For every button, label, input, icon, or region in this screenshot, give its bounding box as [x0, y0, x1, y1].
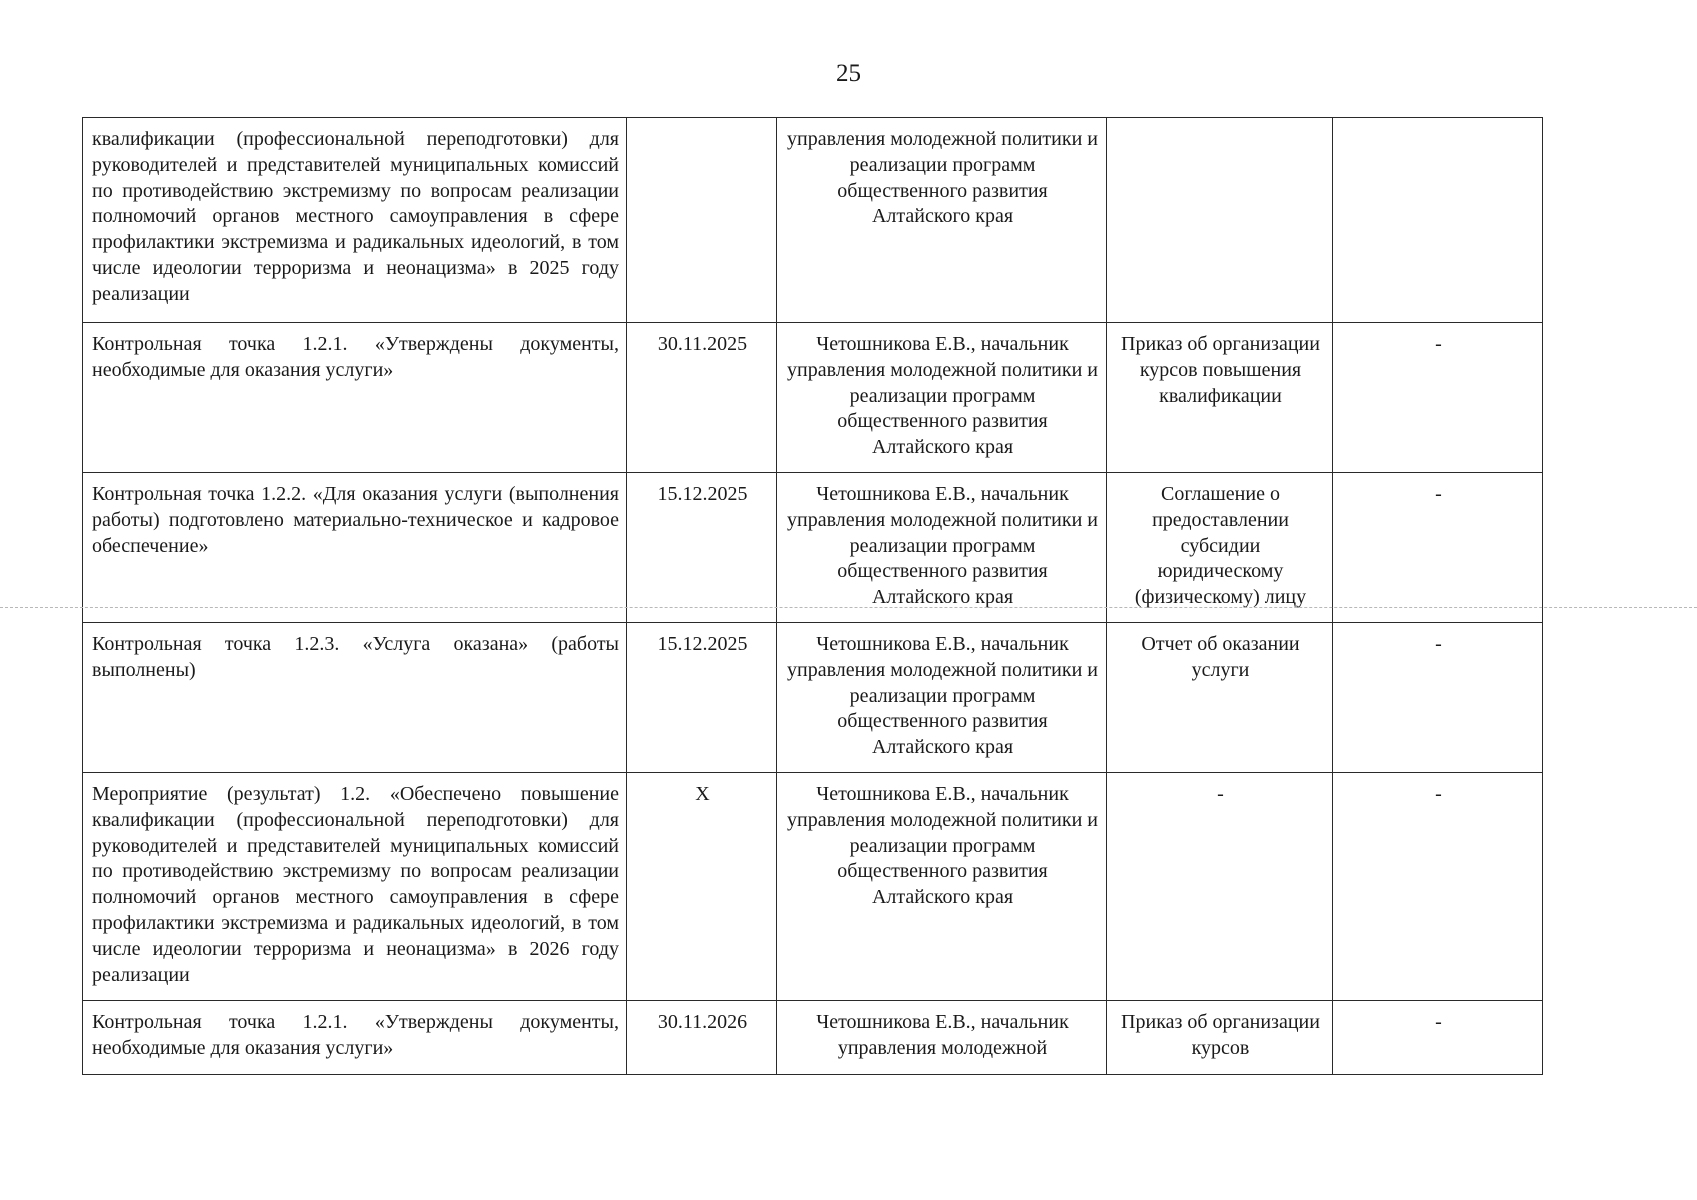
responsible-cell: Четошникова Е.В., начальник управления молодежной политики и реализации программ общественного развития Алтайского края — [777, 623, 1107, 773]
deadline-cell: 15.12.2025 — [627, 623, 777, 773]
table-row — [83, 773, 1543, 1001]
note-cell: - — [1333, 473, 1543, 623]
plan-table — [82, 117, 1543, 1075]
document-cell: - — [1107, 773, 1333, 1001]
event-description-cell: Контрольная точка 1.2.1. «Утверждены документы, необходимые для оказания услуги» — [83, 1001, 627, 1075]
table-row — [83, 623, 1543, 773]
event-description-cell: квалификации (профессиональной переподготовки) для руководителей и представителей муниципальных комиссий по противодействию экстремизму по вопросам реализации полномочий органов местного самоуправления в сфере профилактики экстремизма и радикальных идеологий, в том числе идеологии терроризма и неонацизма» в 2025 году реализации — [83, 118, 627, 323]
note-cell: - — [1333, 773, 1543, 1001]
page-number: 25 — [836, 60, 861, 87]
event-description-cell: Контрольная точка 1.2.3. «Услуга оказана» (работы выполнены) — [83, 623, 627, 773]
document-cell — [1107, 118, 1333, 323]
note-cell: - — [1333, 1001, 1543, 1075]
note-cell — [1333, 118, 1543, 323]
scan-fold-line — [0, 607, 1697, 608]
note-cell: - — [1333, 623, 1543, 773]
note-cell: - — [1333, 323, 1543, 473]
deadline-cell: 15.12.2025 — [627, 473, 777, 623]
responsible-cell: Четошникова Е.В., начальник управления молодежной политики и реализации программ общественного развития Алтайского края — [777, 473, 1107, 623]
responsible-cell: Четошникова Е.В., начальник управления молодежной политики и реализации программ общественного развития Алтайского края — [777, 323, 1107, 473]
document-cell: Приказ об организации курсов повышения квалификации — [1107, 323, 1333, 473]
table-row — [83, 323, 1543, 473]
deadline-cell: X — [627, 773, 777, 1001]
deadline-cell: 30.11.2026 — [627, 1001, 777, 1075]
responsible-cell: Четошникова Е.В., начальник управления молодежной — [777, 1001, 1107, 1075]
event-description-cell: Контрольная точка 1.2.1. «Утверждены документы, необходимые для оказания услуги» — [83, 323, 627, 473]
document-cell: Приказ об организации курсов — [1107, 1001, 1333, 1075]
deadline-cell: 30.11.2025 — [627, 323, 777, 473]
event-description-cell: Мероприятие (результат) 1.2. «Обеспечено повышение квалификации (профессиональной переподготовки) для руководителей и представителей муниципальных комиссий по противодействию экстремизму по вопросам реализации полномочий органов местного самоуправления в сфере профилактики экстремизма и радикальных идеологий, в том числе идеологии терроризма и неонацизма» в 2026 году реализации — [83, 773, 627, 1001]
responsible-cell: управления молодежной политики и реализации программ общественного развития Алтайского края — [777, 118, 1107, 323]
document-cell: Соглашение о предоставлении субсидии юридическому (физическому) лицу — [1107, 473, 1333, 623]
deadline-cell — [627, 118, 777, 323]
table-row — [83, 1001, 1543, 1075]
table-row — [83, 118, 1543, 323]
event-description-cell: Контрольная точка 1.2.2. «Для оказания услуги (выполнения работы) подготовлено материально-техническое и кадровое обеспечение» — [83, 473, 627, 623]
table-row — [83, 473, 1543, 623]
responsible-cell: Четошникова Е.В., начальник управления молодежной политики и реализации программ общественного развития Алтайского края — [777, 773, 1107, 1001]
document-cell: Отчет об оказании услуги — [1107, 623, 1333, 773]
